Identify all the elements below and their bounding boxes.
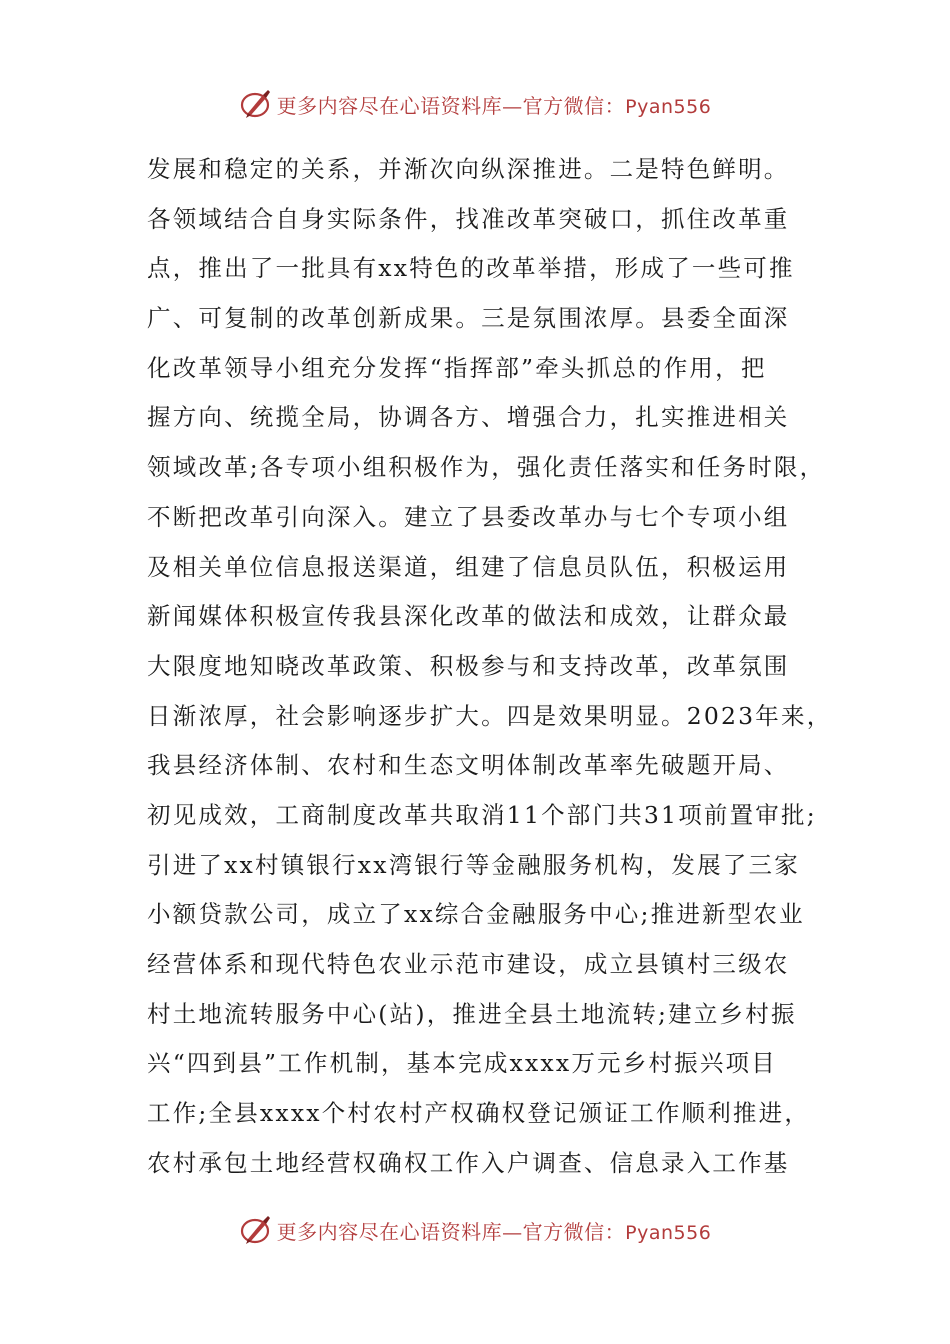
- text-line: 我县经济体制、农村和生态文明体制改革率先破题开局、: [147, 751, 790, 780]
- header-banner: [0, 84, 950, 124]
- text-line: 日渐浓厚，社会影响逐步扩大。四是效果明显。2023年来，: [147, 701, 833, 730]
- text-line: 广、可复制的改革创新成果。三是氛围浓厚。县委全面深: [147, 304, 790, 333]
- text-line: 初见成效，工商制度改革共取消11个部门共31项前置审批;: [147, 800, 817, 829]
- pen-logo-icon: [239, 87, 273, 121]
- wechat-id: Pyan556: [625, 1221, 712, 1244]
- text-line: 兴“四到县”工作机制，基本完成xxxx万元乡村振兴项目: [147, 1049, 777, 1078]
- text-line: 发展和稳定的关系，并渐次向纵深推进。二是特色鲜明。: [147, 155, 790, 183]
- text-line: 及相关单位信息报送渠道，组建了信息员队伍，积极运用: [147, 552, 790, 581]
- text-line: 不断把改革引向深入。建立了县委改革办与七个专项小组: [147, 502, 790, 531]
- body-text: [147, 145, 833, 1188]
- text-line: 大限度地知晓改革政策、积极参与和支持改革，改革氛围: [147, 651, 790, 680]
- banner-slogan: 更多内容尽在心语资料库—官方微信：: [276, 1219, 626, 1244]
- text-line: 小额贷款公司，成立了xx综合金融服务中心;推进新型农业: [147, 900, 805, 929]
- text-line: 经营体系和现代特色农业示范市建设，成立县镇村三级农: [147, 950, 790, 978]
- text-line: 化改革领导小组充分发挥“指挥部”牵头抓总的作用，把: [147, 353, 767, 382]
- text-line: 领域改革;各专项小组积极作为，强化责任落实和任务时限，: [147, 453, 826, 482]
- text-line: 农村承包土地经营权确权工作入户调查、信息录入工作基: [147, 1148, 790, 1177]
- text-line: 点，推出了一批具有xx特色的改革举措，形成了一些可推: [147, 254, 795, 283]
- footer-banner: [0, 1210, 950, 1250]
- text-line: 村土地流转服务中心(站)，推进全县土地流转;建立乡村振: [147, 999, 797, 1028]
- text-line: 新闻媒体积极宣传我县深化改革的做法和成效，让群众最: [147, 602, 790, 631]
- banner-text: [277, 90, 712, 119]
- text-line: 各领域结合自身实际条件，找准改革突破口，抓住改革重: [147, 204, 790, 233]
- text-line: 握方向、统揽全局，协调各方、增强合力，扎实推进相关: [147, 403, 790, 432]
- wechat-id: Pyan556: [625, 95, 712, 118]
- text-line: 工作;全县xxxx个村农村产权确权登记颁证工作顺利推进，: [147, 1099, 811, 1128]
- pen-logo-icon: [239, 1213, 273, 1247]
- banner-slogan: 更多内容尽在心语资料库—官方微信：: [276, 93, 626, 118]
- banner-text: [277, 1216, 712, 1245]
- text-line: 引进了xx村镇银行xx湾银行等金融服务机构，发展了三家: [147, 850, 800, 879]
